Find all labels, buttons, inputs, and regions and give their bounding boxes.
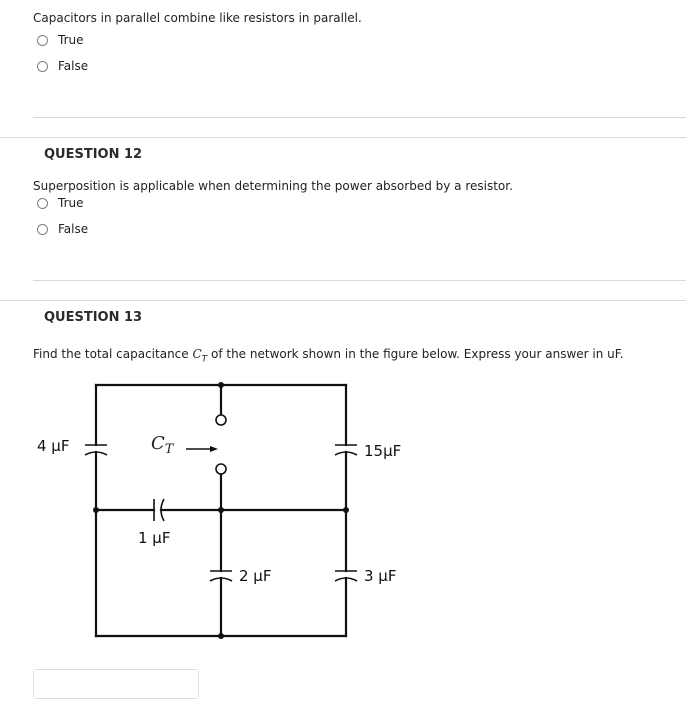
label-2uf: 2 µF <box>239 567 272 585</box>
q13-text-pre: Find the total capacitance <box>33 347 193 361</box>
q12-option-false-label: False <box>58 222 89 236</box>
q12-title: QUESTION 12 <box>44 147 143 162</box>
q13-text-subscript: T <box>201 354 208 365</box>
label-ct-symbol: C <box>151 433 165 454</box>
q13-title: QUESTION 13 <box>44 310 143 325</box>
q11-option-true-label: True <box>58 33 84 47</box>
label-1uf: 1 µF <box>138 529 171 547</box>
label-15uf: 15µF <box>364 442 402 460</box>
label-3uf: 3 µF <box>364 567 397 585</box>
q11-text: Capacitors in parallel combine like resistors in parallel. <box>33 11 362 25</box>
q12-text: Superposition is applicable when determining the power absorbed by a resistor. <box>33 179 513 193</box>
q12-option-true-label: True <box>58 196 84 210</box>
q13-text-symbol: C <box>192 347 202 361</box>
terminal-bottom <box>216 464 226 474</box>
label-4uf: 4 µF <box>37 437 70 455</box>
q13-text-post: of the network shown in the figure below. Express your answer in uF. <box>207 347 624 361</box>
label-ct <box>151 433 175 457</box>
q11-option-false-label: False <box>58 59 89 73</box>
ct-arrowhead <box>210 446 218 452</box>
terminal-top <box>216 415 226 425</box>
q13-answer-input[interactable] <box>33 669 199 699</box>
label-ct-subscript: T <box>164 442 174 457</box>
